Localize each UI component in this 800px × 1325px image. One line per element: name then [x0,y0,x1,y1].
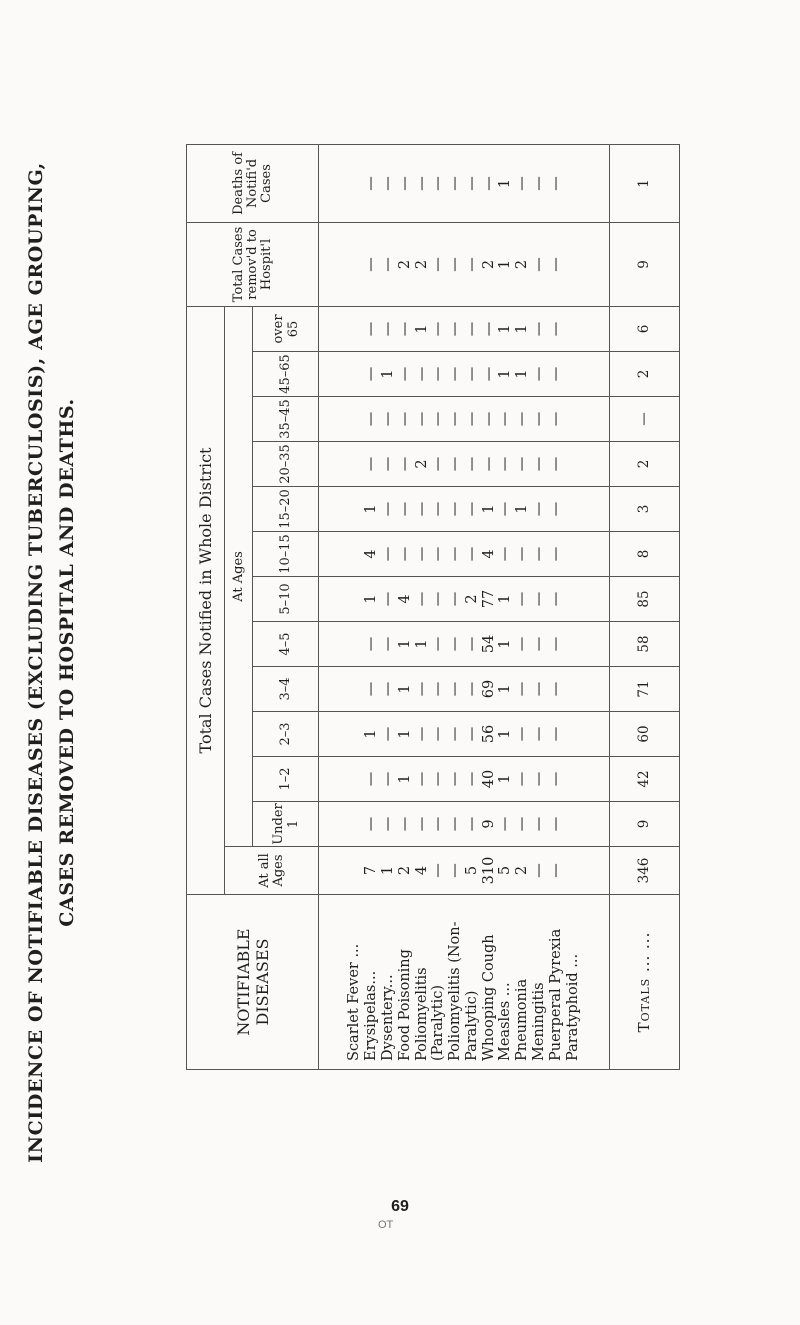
table-cell-value: — [363,816,380,832]
table-cell-value: — [463,726,480,742]
table-cell-value: — [547,546,564,562]
table-cell-value: 56 [480,724,497,744]
disease-name: Food Poisoning [396,949,413,1061]
table-cell-value: — [413,726,430,742]
table-cell-value: — [363,681,380,697]
table-cell-value: — [531,501,548,517]
table-cell-value: — [396,176,413,191]
table-cell-value: 1 [514,324,531,334]
table-cell-value: — [430,726,447,742]
table-cell-value: — [379,591,396,607]
table-cell-value: 2 [413,459,430,469]
table-cell-value: — [396,546,413,562]
table-cell-value: — [396,501,413,517]
page-mark: OT [378,1219,394,1231]
totals-label: Totals ... ... [609,895,679,1070]
table-cell-value: — [379,257,396,272]
table-cell-value: 1 [514,504,531,514]
value-column-cell [319,144,610,222]
table-cell-value: — [547,816,564,832]
disease-name: Poliomyelitis (Paralytic) [413,967,447,1061]
table-cell-value: 1 [363,594,380,604]
totals-value: 60 [609,712,679,757]
table-cell-value: — [447,366,464,382]
disease-name: Pneumonia [514,978,531,1061]
totals-value: — [609,397,679,442]
disease-name: Measles ... [497,982,514,1061]
table-cell-value: 1 [497,259,514,270]
table-cell-value: 1 [363,504,380,514]
table-cell-value: — [514,816,531,832]
disease-name: Dysentery... [379,974,396,1061]
table-cell-value: — [547,257,564,272]
disease-name: Puerperal Pyrexia [547,928,564,1061]
table-cell-value: — [379,176,396,191]
totals-value: 3 [609,487,679,532]
table-title-line-2: CASES REMOVED TO HOSPITAL AND DEATHS. [56,398,78,927]
age-group-header: Under 1 [253,802,319,847]
table-cell-value: — [413,591,430,607]
table-cell-value: — [463,546,480,562]
table-cell-value: — [531,321,548,337]
totals-value: 2 [609,352,679,397]
table-cell-value: — [363,176,380,191]
table-cell-value: — [379,726,396,742]
table-cell-value: — [396,816,413,832]
value-column-cell [319,442,610,487]
table-cell-value: — [531,681,548,697]
table-cell-value: — [497,816,514,832]
table-cell-value: — [514,176,531,191]
table-cell-value: — [531,771,548,787]
table-cell-value: — [413,546,430,562]
table-cell-value: 7 [363,865,380,876]
age-group-header: 15–20 [253,487,319,532]
table-cell-value: — [447,176,464,191]
value-column-cell [319,622,610,667]
table-cell-value: — [547,726,564,742]
table-cell-value: — [480,366,497,382]
table-cell-value: — [430,501,447,517]
header-notifiable-diseases: NOTIFIABLE DISEASES [187,895,319,1070]
value-column-cell [319,397,610,442]
table-cell-value: — [547,456,564,472]
table-cell-value: — [430,591,447,607]
table-cell-value: — [547,591,564,607]
table-cell-value: — [531,816,548,832]
table-cell-value: 40 [480,769,497,789]
table-cell-value: — [447,771,464,787]
header-all-ages: At all Ages [225,847,319,895]
totals-value: 85 [609,577,679,622]
age-group-header: 5–10 [253,577,319,622]
table-cell-value: 4 [480,549,497,559]
table-cell-value: — [363,411,380,427]
table-cell-value: — [447,636,464,652]
disease-name: Meningitis [531,982,548,1061]
table-cell-value: — [379,411,396,427]
table-cell-value: — [363,321,380,337]
table-cell-value: — [379,321,396,337]
table-cell-value: — [531,591,548,607]
age-group-header: 4–5 [253,622,319,667]
value-column-cell [319,802,610,847]
totals-value: 2 [609,442,679,487]
header-deaths: Deaths of Notifi'd Cases [187,144,319,222]
disease-data-row [319,144,610,1069]
table-cell-value: — [447,863,464,878]
table-cell-value: — [447,411,464,427]
table-cell-value: 1 [363,729,380,739]
table-cell-value: — [413,816,430,832]
table-cell-value: — [447,321,464,337]
value-column-cell [319,667,610,712]
table-cell-value: 9 [480,819,497,829]
table-cell-value: 1 [497,729,514,739]
table-cell-value: — [363,456,380,472]
header-at-ages: At Ages [225,306,253,846]
age-group-header: 45–65 [253,352,319,397]
table-cell-value: — [531,726,548,742]
totals-value: 42 [609,757,679,802]
table-cell-value: — [379,546,396,562]
table-cell-value: 1 [396,774,413,784]
table-cell-value: — [430,456,447,472]
table-cell-value: — [463,456,480,472]
table-cell-value: — [447,456,464,472]
table-cell-value: — [379,681,396,697]
table-cell-value: — [379,636,396,652]
age-group-header: 10–15 [253,532,319,577]
table-cell-value: 2 [480,259,497,270]
table-cell-value: — [497,411,514,427]
table-cell-value: 2 [514,259,531,270]
table-cell-value: 2 [396,259,413,270]
totals-value: 71 [609,667,679,712]
table-cell-value: — [430,546,447,562]
disease-name: Scarlet Fever ... [346,943,363,1061]
table-cell-value: 1 [497,774,514,784]
table-cell-value: — [363,257,380,272]
table-cell-value: — [463,681,480,697]
table-cell-value: — [413,366,430,382]
table-cell-value: — [547,636,564,652]
table-cell-value: — [363,771,380,787]
table-cell-value: — [463,366,480,382]
table-cell-value: — [430,681,447,697]
table-cell-value: 1 [480,504,497,514]
totals-value: 9 [609,802,679,847]
table-cell-value: — [463,176,480,191]
table-cell-value: — [396,456,413,472]
table-cell-value: — [463,771,480,787]
table-cell-value: 1 [514,369,531,379]
disease-name: Erysipelas... [363,970,380,1061]
table-cell-value: — [514,546,531,562]
table-cell-value: — [480,456,497,472]
table-cell-value: — [447,501,464,517]
table-cell-value: — [447,591,464,607]
table-cell-value: — [463,411,480,427]
table-cell-value: 77 [480,589,497,609]
table-cell-value: — [531,257,548,272]
table-cell-value: — [396,321,413,337]
table-cell-value: — [430,816,447,832]
table-cell-value: — [430,863,447,878]
table-cell-value: — [430,321,447,337]
table-cell-value: — [480,321,497,337]
page-number: 69 [391,1198,409,1215]
table-cell-value: — [430,366,447,382]
table-cell-value: — [363,636,380,652]
value-column-cell [319,222,610,306]
table-cell-value: 1 [497,639,514,649]
table-cell-value: — [547,681,564,697]
table-cell-value: — [430,257,447,272]
table-cell-value: — [463,636,480,652]
table-cell-value: — [514,636,531,652]
table-cell-value: — [497,546,514,562]
table-cell-value: 1 [497,178,514,189]
table-cell-value: 2 [396,865,413,876]
table-cell-value: — [547,176,564,191]
age-group-header: over 65 [253,306,319,351]
table-cell-value: — [514,411,531,427]
table-cell-value: — [531,456,548,472]
table-cell-value: — [514,681,531,697]
table-cell-value: — [480,411,497,427]
disease-names-cell [319,895,610,1070]
table-cell-value: — [547,501,564,517]
table-cell-value: 1 [379,865,396,876]
table-cell-value: 1 [413,639,430,649]
value-column-cell [319,352,610,397]
value-column-cell [319,532,610,577]
table-cell-value: — [430,636,447,652]
table-title-line-1: INCIDENCE OF NOTIFIABLE DISEASES (EXCLUDING TUBERCULOSIS), AGE GROUPING, [25,162,47,1163]
table-cell-value: 2 [514,865,531,876]
table-cell-value: 1 [497,324,514,334]
table-cell-value: — [413,411,430,427]
table-cell-value: — [531,411,548,427]
table-cell-value: — [447,816,464,832]
table-cell-value: — [547,366,564,382]
value-column-cell [319,847,610,895]
table-cell-value: — [497,456,514,472]
table-cell-value: — [531,366,548,382]
value-column-cell [319,487,610,532]
disease-name: Paratyphoid ... [564,953,581,1061]
notifiable-diseases-table [186,144,680,1070]
table-cell-value: — [531,863,548,878]
table-cell-value: 1 [396,684,413,694]
age-group-header: 1–2 [253,757,319,802]
table-cell-value: — [514,726,531,742]
totals-value: 346 [609,847,679,895]
table-cell-value: — [463,816,480,832]
disease-name: Poliomyelitis (Non-Paralytic) [447,921,480,1061]
table-cell-value: — [447,257,464,272]
table-cell-value: — [413,771,430,787]
table-cell-value: — [514,771,531,787]
table-cell-value: 1 [396,639,413,649]
table-cell-value: 1 [379,369,396,379]
table-cell-value: 1 [396,729,413,739]
table-cell-value: — [547,411,564,427]
table-cell-value: 1 [497,369,514,379]
table-cell-value: — [447,726,464,742]
totals-value: 8 [609,532,679,577]
age-group-header: 20–35 [253,442,319,487]
table-cell-value: — [430,411,447,427]
totals-row [609,144,679,1069]
table-cell-value: 1 [413,324,430,334]
table-cell-value: 2 [463,594,480,604]
table-cell-value: 5 [463,865,480,876]
age-group-header: 35–45 [253,397,319,442]
totals-value: 6 [609,306,679,351]
header-total-notified: Total Cases Notified in Whole District [187,306,225,894]
table-cell-value: — [531,636,548,652]
table-cell-value: — [413,681,430,697]
table-cell-value: — [463,501,480,517]
age-group-header: 2–3 [253,712,319,757]
value-column-cell [319,577,610,622]
table-cell-value: 4 [396,594,413,604]
totals-value: 9 [609,222,679,306]
table-cell-value: 54 [480,634,497,654]
table-cell-value: — [396,411,413,427]
table-cell-value: — [447,546,464,562]
table-cell-value: 5 [497,865,514,876]
table-cell-value: 1 [497,684,514,694]
value-column-cell [319,712,610,757]
table-cell-value: — [363,366,380,382]
table-cell-value: — [531,546,548,562]
table-cell-value: 4 [413,865,430,876]
table-cell-value: — [430,771,447,787]
totals-value: 1 [609,144,679,222]
table-cell-value: — [547,321,564,337]
table-cell-value: — [379,771,396,787]
table-cell-value: — [396,366,413,382]
age-group-header: 3–4 [253,667,319,712]
table-cell-value: — [514,456,531,472]
header-removed-to-hospital: Total Cases remov'd to Hospit'l [187,222,319,306]
table-cell-value: 4 [363,549,380,559]
table-cell-value: — [547,863,564,878]
table-cell-value: — [480,176,497,191]
disease-name: Whooping Cough [480,934,497,1061]
table-cell-value: — [463,321,480,337]
table-cell-value: — [430,176,447,191]
table-cell-value: — [497,501,514,517]
table-cell-value: 69 [480,679,497,699]
table-cell-value: 1 [497,594,514,604]
table-cell-value: — [413,176,430,191]
table-cell-value: — [514,591,531,607]
table-cell-value: — [447,681,464,697]
table-cell-value: — [413,501,430,517]
table-cell-value: — [379,456,396,472]
table-cell-value: — [379,816,396,832]
table-cell-value: — [547,771,564,787]
table-cell-value: — [379,501,396,517]
value-column-cell [319,757,610,802]
table-cell-value: 310 [480,856,497,885]
table-cell-value: — [531,176,548,191]
table-cell-value: — [463,257,480,272]
value-column-cell [319,306,610,351]
totals-value: 58 [609,622,679,667]
table-cell-value: 2 [413,259,430,270]
